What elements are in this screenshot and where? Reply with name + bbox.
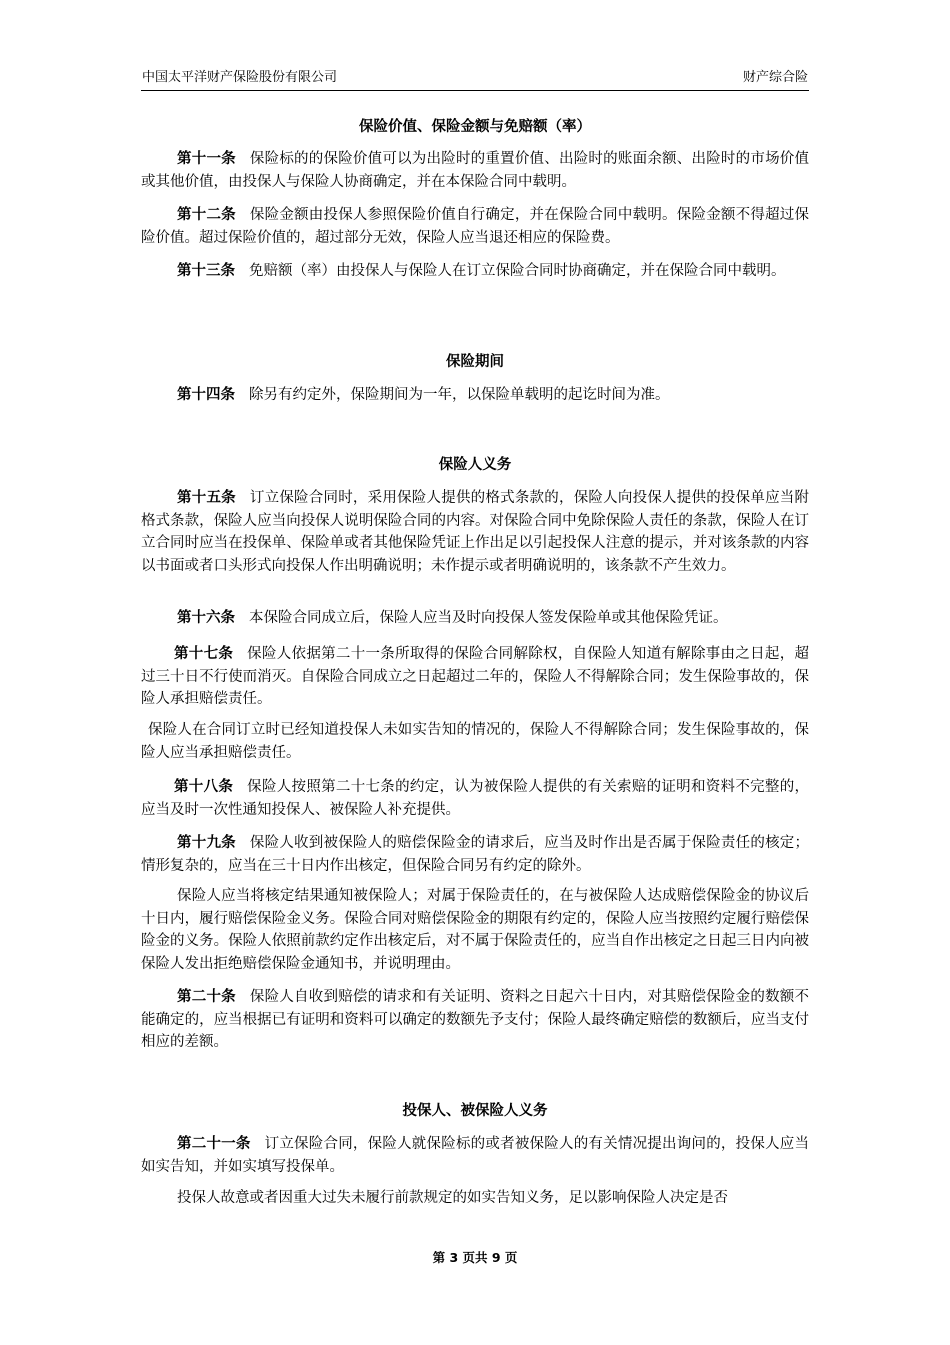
article-label: 第十四条 [177,387,235,403]
article-label: 第十一条 [177,151,236,167]
article-text: 保险人依据第二十一条所取得的保险合同解除权，自保险人知道有解除事由之日起，超过三十日不行使而消灭。自保险合同成立之日起超过二年的，保险人不得解除合同；发生保险事故的，保险人承担赔偿责任。 [141,646,809,708]
article-text: 保险金额由投保人参照保险价值自行确定，并在保险合同中载明。保险金额不得超过保险价值。超过保险价值的，超过部分无效，保险人应当退还相应的保险费。 [141,207,810,246]
article-20 [141,986,809,1054]
article-label: 第十九条 [177,835,236,851]
article-text: 保险标的的保险价值可以为出险时的重置价值、出险时的账面余额、出险时的市场价值或其他价值，由投保人与保险人协商确定，并在本保险合同中载明。 [141,151,810,190]
section-heading: 投保人、被保险人义务 [402,1103,548,1119]
section-heading: 保险人义务 [438,457,512,473]
article-19-paragraph-2: 保险人应当将核定结果通知被保险人；对属于保险责任的，在与被保险人达成赔偿保险金的协议后十日内，履行赔偿保险金义务。保险合同对赔偿保险金的期限有约定的，保险人应当按照约定履行赔偿保险金的义务。保险人依照前款约定作出核定后，对不属于保险责任的，应当自作出核定之日起三日内向被保险人发出拒绝赔偿保险金通知书，并说明理由。 [141,888,809,973]
article-text: 本保险合同成立后，保险人应当及时向投保人签发保险单或其他保险凭证。 [249,610,728,626]
article-17-paragraph-2: 保险人在合同订立时已经知道投保人未如实告知的情况的，保险人不得解除合同；发生保险事故的，保险人应当承担赔偿责任。 [141,722,809,761]
article-label: 第十五条 [177,490,236,506]
article-label: 第二十条 [177,989,236,1005]
section-heading: 保险期间 [446,354,504,370]
article-text: 保险人收到被保险人的赔偿保险金的请求后，应当及时作出是否属于保险责任的核定；情形复杂的，应当在三十日内作出核定，但保险合同另有约定的除外。 [141,835,810,874]
article-text: 订立保险合同，保险人就保险标的或者被保险人的有关情况提出询问的，投保人应当如实告知，并如实填写投保单。 [141,1136,810,1175]
article-label: 第十二条 [177,207,236,223]
article-text: 订立保险合同时，采用保险人提供的格式条款的，保险人向投保人提供的投保单应当附格式条款，保险人应当向投保人说明保险合同的内容。对保险合同中免除保险人责任的条款，保险人在订立合同时应当在投保单、保险单或者其他保险凭证上作出足以引起投保人注意的提示，并对该条款的内容以书面或者口头形式向投保人作出明确说明；未作提示或者明确说明的，该条款不产生效力。 [141,490,810,575]
article-text: 保险人自收到赔偿的请求和有关证明、资料之日起六十日内，对其赔偿保险金的数额不能确定的，应当根据已有证明和资料可以确定的数额先予支付；保险人最终确定赔偿的数额后，应当支付相应的差额。 [141,989,810,1051]
article-21 [141,1133,809,1178]
article-label: 第二十一条 [177,1136,251,1152]
page-number: 第 3 页共 9 页 [432,1250,518,1265]
page-header [141,70,809,91]
article-18 [141,776,809,821]
article-label: 第十六条 [177,610,235,626]
article-text: 除另有约定外，保险期间为一年，以保险单载明的起讫时间为准。 [249,387,670,403]
article-11 [141,148,809,193]
article-label: 第十三条 [177,263,235,279]
article-21-paragraph-2: 投保人故意或者因重大过失未履行前款规定的如实告知义务，足以影响保险人决定是否 [177,1190,728,1206]
header-product: 财产综合险 [742,70,808,85]
header-company: 中国太平洋财产保险股份有限公司 [142,70,338,85]
article-label: 第十八条 [174,779,234,795]
article-label: 第十七条 [174,646,234,662]
article-15 [141,487,809,578]
article-text: 免赔额（率）由投保人与保险人在订立保险合同时协商确定，并在保险合同中载明。 [249,263,786,279]
article-14 [141,384,809,407]
article-13 [141,260,809,283]
article-text: 保险人按照第二十七条的约定，认为被保险人提供的有关索赔的证明和资料不完整的，应当及时一次性通知投保人、被保险人补充提供。 [141,779,809,818]
article-19 [141,832,809,877]
article-12 [141,204,809,249]
section-heading: 保险价值、保险金额与免赔额（率） [359,119,591,135]
article-17 [141,643,809,711]
article-16 [141,607,809,630]
